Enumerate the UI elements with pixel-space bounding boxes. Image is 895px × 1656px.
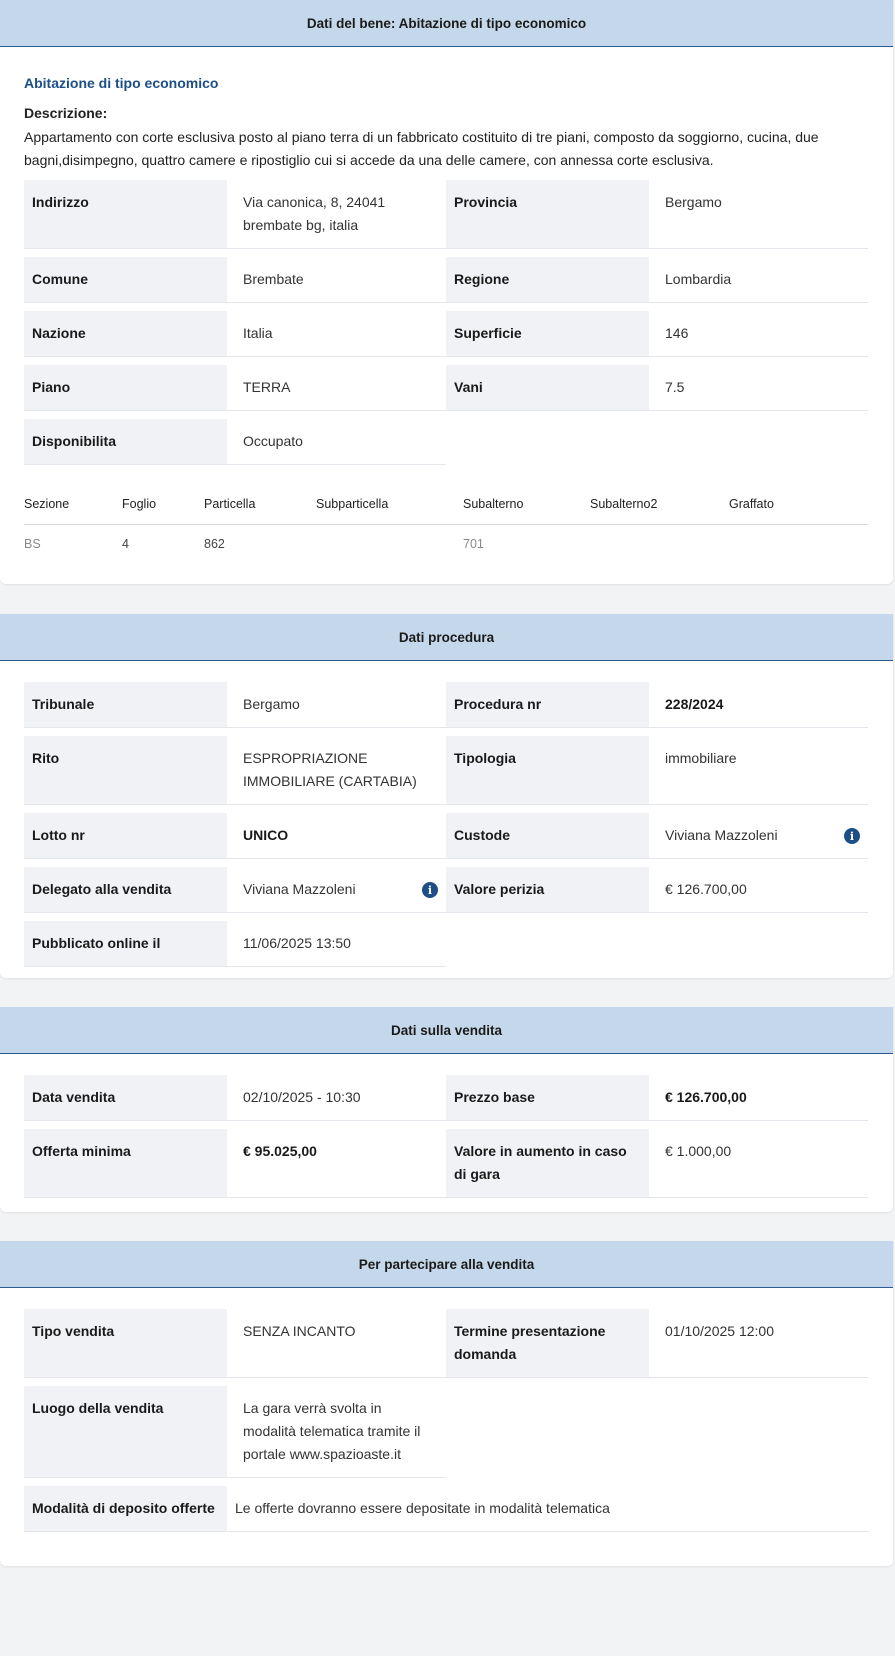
asset-fields-grid xyxy=(24,180,869,465)
field-value: 228/2024 xyxy=(665,696,724,712)
field-value: SENZA INCANTO xyxy=(243,1323,356,1339)
col-particella: Particella xyxy=(204,497,256,511)
field-value xyxy=(649,813,868,858)
field-prezzo-base xyxy=(446,1075,868,1121)
field-label: Vani xyxy=(446,365,649,410)
field-value: immobiliare xyxy=(665,750,737,766)
custode-name: Viviana Mazzoleni xyxy=(665,827,778,843)
description-label: Descrizione: xyxy=(24,105,108,121)
field-value: TERRA xyxy=(243,379,291,395)
field-label: Data vendita xyxy=(24,1075,227,1120)
field-row xyxy=(24,257,869,303)
col-subalterno2: Subalterno2 xyxy=(590,497,658,511)
field-termine-presentazione xyxy=(446,1309,868,1378)
field-provincia xyxy=(446,180,868,249)
field-tribunale xyxy=(24,682,446,728)
field-modalita-deposito xyxy=(24,1486,869,1532)
field-row xyxy=(24,867,869,913)
field-value: € 1.000,00 xyxy=(665,1143,732,1159)
field-disponibilita xyxy=(24,419,446,465)
field-label: Rito xyxy=(24,736,227,804)
field-valore-perizia xyxy=(446,867,868,913)
field-value: Via canonica, 8, 24041 brembate bg, italia xyxy=(243,194,386,233)
cell-particella: 862 xyxy=(204,537,225,551)
field-valore-aumento xyxy=(446,1129,868,1198)
field-label: Lotto nr xyxy=(24,813,227,858)
field-value: Occupato xyxy=(243,433,303,449)
field-row xyxy=(24,311,869,357)
field-offerta-minima xyxy=(24,1129,446,1198)
field-nazione xyxy=(24,311,446,357)
info-icon[interactable]: i xyxy=(422,882,438,898)
field-label: Valore perizia xyxy=(446,867,649,912)
cell-subalterno: 701 xyxy=(463,537,484,551)
field-value: Le offerte dovranno essere depositate in modalità telematica xyxy=(235,1500,610,1516)
field-label: Piano xyxy=(24,365,227,410)
field-data-vendita xyxy=(24,1075,446,1121)
field-value: Bergamo xyxy=(243,696,300,712)
col-foglio: Foglio xyxy=(122,497,157,511)
cadastral-table xyxy=(24,485,869,565)
field-row xyxy=(24,1129,869,1198)
delegato-name: Viviana Mazzoleni xyxy=(243,881,356,897)
field-row xyxy=(24,1309,869,1378)
field-row xyxy=(24,1075,869,1121)
field-label: Custode xyxy=(446,813,649,858)
cadastral-row xyxy=(24,525,869,565)
card-dati-vendita xyxy=(0,1007,893,1212)
field-label: Tipologia xyxy=(446,736,649,804)
field-tipologia xyxy=(446,736,868,805)
card-header-vendita: Dati sulla vendita xyxy=(0,1007,893,1054)
field-vani xyxy=(446,365,868,411)
field-value: Italia xyxy=(243,325,273,341)
field-value xyxy=(227,867,446,912)
field-value: Lombardia xyxy=(665,271,732,287)
field-row xyxy=(24,365,869,411)
field-label: Tribunale xyxy=(24,682,227,727)
card-header-partecipare: Per partecipare alla vendita xyxy=(0,1241,893,1288)
field-value: € 126.700,00 xyxy=(665,1089,747,1105)
field-value: 7.5 xyxy=(665,379,685,395)
field-label: Prezzo base xyxy=(446,1075,649,1120)
field-row xyxy=(24,736,869,805)
field-superficie xyxy=(446,311,868,357)
field-value: UNICO xyxy=(243,827,289,843)
field-row xyxy=(24,419,869,465)
field-label: Provincia xyxy=(446,180,649,248)
cell-sezione: BS xyxy=(24,537,41,551)
info-icon[interactable]: i xyxy=(844,828,860,844)
field-value: 146 xyxy=(665,325,689,341)
field-luogo-vendita xyxy=(24,1386,446,1478)
card-header-procedura: Dati procedura xyxy=(0,614,893,661)
field-label: Superficie xyxy=(446,311,649,356)
col-subparticella: Subparticella xyxy=(316,497,389,511)
field-row xyxy=(24,180,869,249)
asset-title: Abitazione di tipo economico xyxy=(24,75,219,91)
field-label: Comune xyxy=(24,257,227,302)
col-sezione: Sezione xyxy=(24,497,70,511)
field-label: Termine presentazione domanda xyxy=(446,1309,649,1377)
vendita-fields-grid xyxy=(24,1075,869,1198)
field-comune xyxy=(24,257,446,303)
field-value: € 126.700,00 xyxy=(665,881,747,897)
field-value: 11/06/2025 13:50 xyxy=(243,935,351,951)
field-label: Luogo della vendita xyxy=(24,1386,227,1477)
field-delegato xyxy=(24,867,446,913)
field-pubblicato xyxy=(24,921,446,967)
field-value: 01/10/2025 12:00 xyxy=(665,1323,774,1339)
field-label: Procedura nr xyxy=(446,682,649,727)
col-graffato: Graffato xyxy=(729,497,774,511)
field-row xyxy=(24,1386,869,1478)
card-dati-procedura xyxy=(0,614,893,978)
card-dati-bene xyxy=(0,0,893,584)
field-tipo-vendita xyxy=(24,1309,446,1378)
field-label: Pubblicato online il xyxy=(24,921,227,966)
field-lotto-nr xyxy=(24,813,446,859)
field-label: Nazione xyxy=(24,311,227,356)
field-piano xyxy=(24,365,446,411)
field-value: Brembate xyxy=(243,271,304,287)
cell-foglio: 4 xyxy=(122,537,129,551)
field-value: Bergamo xyxy=(665,194,722,210)
field-custode xyxy=(446,813,868,859)
field-row xyxy=(24,682,869,728)
field-row xyxy=(24,813,869,859)
field-label: Tipo vendita xyxy=(24,1309,227,1377)
field-label: Disponibilita xyxy=(24,419,227,464)
col-subalterno: Subalterno xyxy=(463,497,524,511)
field-label: Delegato alla vendita xyxy=(24,867,227,912)
field-label: Regione xyxy=(446,257,649,302)
field-label: Offerta minima xyxy=(24,1129,227,1197)
field-label: Modalità di deposito offerte xyxy=(24,1486,227,1531)
field-value: ESPROPRIAZIONE IMMOBILIARE (CARTABIA) xyxy=(243,750,417,789)
description-text: Appartamento con corte esclusiva posto al piano terra di un fabbricato costituito di tre piani, composto da soggiorno, cucina, due bagni,disimpegno, quattro camere e ripostiglio cui si accede da una delle camere, con annessa corte esclusiva. xyxy=(24,129,819,168)
field-value: La gara verrà svolta in modalità telematica tramite il portale www.spazioaste.it xyxy=(243,1400,421,1462)
field-regione xyxy=(446,257,868,303)
field-value: € 95.025,00 xyxy=(243,1143,317,1159)
field-value: 02/10/2025 - 10:30 xyxy=(243,1089,361,1105)
procedura-fields-grid xyxy=(24,682,869,967)
field-rito xyxy=(24,736,446,805)
field-row xyxy=(24,921,869,967)
field-label: Indirizzo xyxy=(24,180,227,248)
field-indirizzo xyxy=(24,180,446,249)
partecipare-fields-grid xyxy=(24,1309,869,1532)
cadastral-header-row xyxy=(24,485,869,525)
field-label: Valore in aumento in caso di gara xyxy=(446,1129,649,1197)
field-procedura-nr xyxy=(446,682,868,728)
card-header-bene: Dati del bene: Abitazione di tipo economico xyxy=(0,0,893,47)
card-partecipare xyxy=(0,1241,893,1566)
field-row xyxy=(24,1486,869,1532)
